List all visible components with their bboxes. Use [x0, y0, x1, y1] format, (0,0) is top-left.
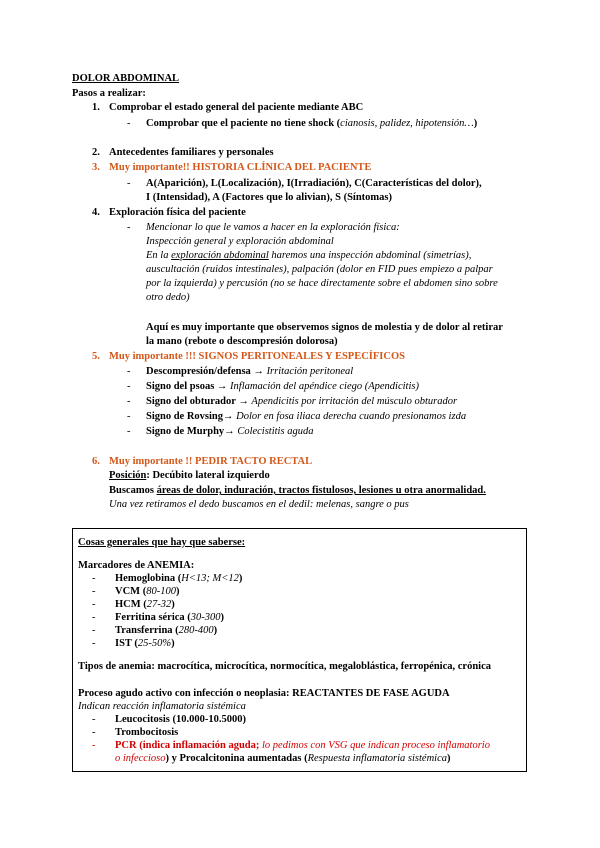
step-4-line-3: En la exploración abdominal haremos una inspección abdominal (simetrías),: [146, 250, 472, 261]
dash: -: [127, 381, 131, 392]
pcr-line-1: PCR (indica inflamación aguda; lo pedimos con VSG que indican proceso inflamatorio: [115, 740, 490, 751]
dash: -: [92, 599, 96, 610]
dash: -: [127, 411, 131, 422]
dash: -: [92, 638, 96, 649]
step-3-number: 3.: [92, 162, 100, 173]
dash: -: [92, 714, 96, 725]
step-4-number: 4.: [92, 207, 100, 218]
step-6-text: Muy importante !! PEDIR TACTO RECTAL: [109, 456, 313, 467]
trombocitosis: Trombocitosis: [115, 727, 179, 738]
anemia-marker: IST (25-50%): [115, 638, 175, 649]
step-4-line-7: Aquí es muy importante que observemos signos de molestia y de dolor al retirar: [146, 322, 503, 333]
sign-item: Signo del obturador → Apendicitis por irritación del músculo obturador: [146, 396, 458, 407]
step-4-line-5: por la izquierda) y percusión (no se hace directamente sobre el abdomen sino sobre: [146, 278, 498, 289]
step-3-line-2: I (Intensidad), A (Factores que lo alivian), S (Síntomas): [146, 192, 392, 203]
dash: -: [92, 625, 96, 636]
pcr-line-2: o infeccioso) y Procalcitonina aumentadas (Respuesta inflamatoria sistémica): [115, 753, 451, 764]
step-4-line-4: auscultación (ruidos intestinales), palpación (dolor en FID pues empiezo a palpar: [146, 264, 493, 275]
step-4-line-8: la mano (rebote o descompresión dolorosa): [146, 336, 338, 347]
page-title: DOLOR ABDOMINAL: [72, 73, 180, 84]
step-1-number: 1.: [92, 102, 100, 113]
acute-process: Proceso agudo activo con infección o neoplasia: REACTANTES DE FASE AGUDA: [78, 688, 450, 699]
sign-item: Signo del psoas → Inflamación del apéndice ciego (Apendicitis): [146, 381, 419, 392]
step-4-line-6: otro dedo): [146, 292, 190, 303]
step-2-text: Antecedentes familiares y personales: [109, 147, 274, 158]
step-4-line-1: Mencionar lo que le vamos a hacer en la exploración física:: [146, 222, 400, 233]
step-1-text: Comprobar el estado general del paciente mediante ABC: [109, 102, 364, 113]
step-2-number: 2.: [92, 147, 100, 158]
step-4-text: Exploración física del paciente: [109, 207, 246, 218]
dash: -: [127, 222, 131, 233]
anemia-marker: Transferrina (280-400): [115, 625, 218, 636]
step-6-number: 6.: [92, 456, 100, 467]
step-6-search: Buscamos áreas de dolor, induración, tractos fistulosos, lesiones u otra anormalidad.: [109, 485, 486, 496]
sign-item: Signo de Murphy→ Colecistitis aguda: [146, 426, 314, 437]
anemia-marker: VCM (80-100): [115, 586, 180, 597]
dash: -: [92, 612, 96, 623]
box-title: Cosas generales que hay que saberse:: [78, 537, 246, 548]
step-3-text: Muy importante!! HISTORIA CLÍNICA DEL PACIENTE: [109, 162, 372, 173]
dash: -: [92, 586, 96, 597]
leucocitosis: Leucocitosis (10.000-10.5000): [115, 714, 246, 725]
dash: -: [127, 178, 131, 189]
anemia-types: Tipos de anemia: macrocítica, microcítica, normocítica, megaloblástica, ferropénica, crónica: [78, 661, 492, 672]
anemia-title: Marcadores de ANEMIA:: [78, 560, 195, 571]
dash: -: [92, 740, 96, 751]
dash: -: [127, 426, 131, 437]
step-6-dedil: Una vez retiramos el dedo buscamos en el dedil: melenas, sangre o pus: [109, 499, 409, 510]
dash: -: [92, 573, 96, 584]
sign-item: Descompresión/defensa → Irritación peritoneal: [146, 366, 354, 377]
step-6-position: Posición: Decúbito lateral izquierdo: [109, 470, 270, 481]
dash: -: [127, 396, 131, 407]
step-1-sub: Comprobar que el paciente no tiene shock (cianosis, palidez, hipotensión…): [146, 118, 478, 129]
acute-indicates: Indican reacción inflamatoria sistémica: [78, 701, 246, 712]
step-3-line-1: A(Aparición), L(Localización), I(Irradiación), C(Características del dolor),: [146, 178, 482, 189]
steps-heading: Pasos a realizar:: [72, 88, 146, 99]
dash: -: [92, 727, 96, 738]
dash: -: [127, 366, 131, 377]
sign-item: Signo de Rovsing→ Dolor en fosa iliaca derecha cuando presionamos izda: [146, 411, 467, 422]
step-4-line-2: Inspección general y exploración abdominal: [146, 236, 334, 247]
anemia-marker: HCM (27-32): [115, 599, 175, 610]
step-5-number: 5.: [92, 351, 100, 362]
anemia-marker: Ferritina sérica (30-300): [115, 612, 225, 623]
step-5-text: Muy importante !!! SIGNOS PERITONEALES Y ESPECÍFICOS: [109, 351, 405, 362]
anemia-marker: Hemoglobina (H<13; M<12): [115, 573, 243, 584]
dash: -: [127, 118, 131, 129]
